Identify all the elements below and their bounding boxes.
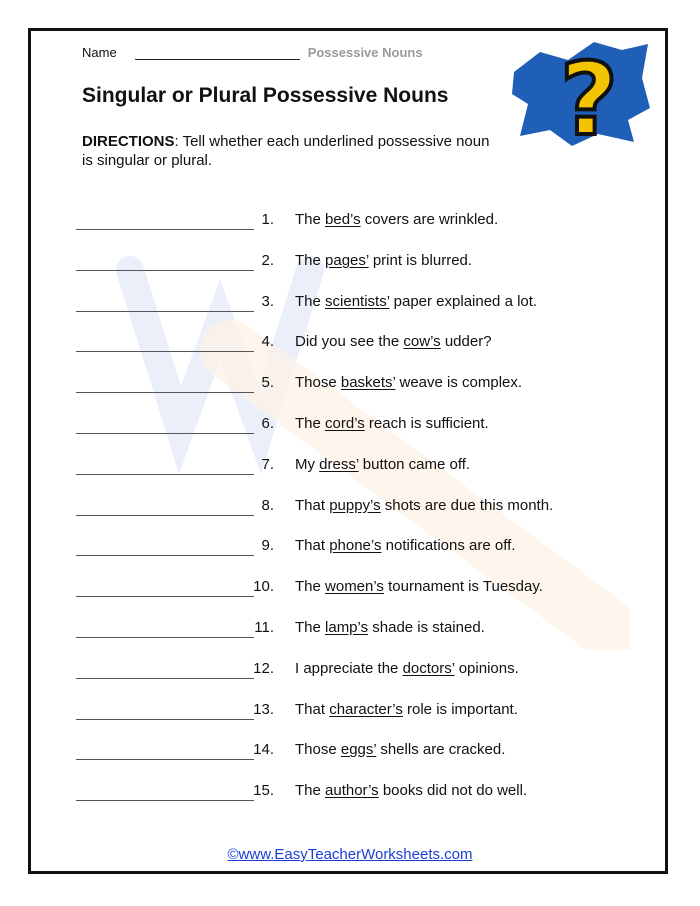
underlined-possessive-noun: baskets’ xyxy=(340,374,396,392)
sentence-end: notifications are off. xyxy=(381,537,516,555)
question-row xyxy=(0,531,700,571)
sentence-start: The xyxy=(295,578,326,596)
sentence-end: role is important. xyxy=(402,700,518,718)
directions-label: DIRECTIONS xyxy=(82,133,175,150)
sentence-start: That xyxy=(295,700,330,718)
topic-label: Possessive Nouns xyxy=(307,45,423,60)
sentence-end: opinions. xyxy=(454,659,519,677)
question-sentence xyxy=(295,333,492,350)
sentence-start: The xyxy=(295,211,326,228)
answer-blank[interactable] xyxy=(76,759,254,760)
question-row xyxy=(0,409,700,449)
question-sentence xyxy=(295,660,519,677)
answer-blank[interactable] xyxy=(76,637,254,638)
sentence-start: The xyxy=(295,251,326,269)
question-sentence xyxy=(295,374,522,391)
question-sentence xyxy=(295,741,505,758)
sentence-end: button came off. xyxy=(358,455,471,473)
question-sentence xyxy=(295,578,543,595)
answer-blank[interactable] xyxy=(76,474,254,475)
question-glyph: ? xyxy=(560,41,619,148)
sentence-end: shade is stained. xyxy=(368,619,485,636)
directions xyxy=(82,132,502,170)
underlined-possessive-noun: phone’s xyxy=(329,537,382,555)
answer-blank[interactable] xyxy=(76,229,254,230)
underlined-possessive-noun: character’s xyxy=(329,700,403,718)
sentence-end: tournament is Tuesday. xyxy=(383,578,543,596)
sentence-start: The xyxy=(295,782,326,800)
answer-blank[interactable] xyxy=(76,311,254,312)
question-number: 8. xyxy=(261,496,274,514)
answer-blank[interactable] xyxy=(76,515,254,516)
page-title: Singular or Plural Possessive Nouns xyxy=(82,84,449,107)
question-number: 9. xyxy=(261,537,274,555)
underlined-possessive-noun: cow’s xyxy=(403,333,441,351)
footer-link[interactable]: ©www.EasyTeacherWorksheets.com xyxy=(227,846,473,863)
question-number: 14. xyxy=(253,741,274,759)
underlined-possessive-noun: women’s xyxy=(325,578,384,596)
sentence-start: The xyxy=(295,415,326,432)
underlined-possessive-noun: puppy’s xyxy=(329,496,381,514)
sentence-start: The xyxy=(295,619,326,636)
question-number: 15. xyxy=(253,782,274,800)
question-number: 1. xyxy=(261,211,274,228)
underlined-possessive-noun: pages’ xyxy=(325,251,369,269)
sentence-end: covers are wrinkled. xyxy=(360,211,499,228)
underlined-possessive-noun: doctors’ xyxy=(402,659,455,677)
underlined-possessive-noun: author’s xyxy=(325,782,379,800)
answer-blank[interactable] xyxy=(76,351,254,352)
question-row xyxy=(0,572,700,612)
question-sentence xyxy=(295,782,527,799)
question-number: 2. xyxy=(261,251,274,269)
sentence-end: reach is sufficient. xyxy=(364,415,489,432)
sentence-end: shells are cracked. xyxy=(376,741,506,759)
question-number: 10. xyxy=(253,578,274,596)
directions-text: : Tell whether each underlined possessive noun is singular or plural. xyxy=(82,133,490,169)
question-sentence xyxy=(295,701,518,718)
underlined-possessive-noun: dress’ xyxy=(319,455,359,473)
question-sentence xyxy=(295,293,537,310)
question-row xyxy=(0,287,700,327)
sentence-start: My xyxy=(295,455,320,473)
sentence-start: Those xyxy=(295,374,341,392)
name-label: Name xyxy=(82,45,117,60)
question-row xyxy=(0,368,700,408)
question-number: 12. xyxy=(253,659,274,677)
sentence-start: The xyxy=(295,292,326,310)
question-sentence xyxy=(295,456,470,473)
question-number: 4. xyxy=(261,333,274,351)
sentence-end: print is blurred. xyxy=(368,251,473,269)
question-number: 7. xyxy=(261,455,274,473)
sentence-start: That xyxy=(295,537,330,555)
question-sentence xyxy=(295,252,472,269)
name-row xyxy=(82,43,423,60)
question-number: 6. xyxy=(261,415,274,432)
underlined-possessive-noun: eggs’ xyxy=(340,741,377,759)
question-sentence xyxy=(295,211,498,228)
question-number: 11. xyxy=(254,619,274,636)
question-row xyxy=(0,205,700,245)
underlined-possessive-noun: bed’s xyxy=(325,211,361,228)
question-mark-icon xyxy=(510,38,652,148)
question-row xyxy=(0,654,700,694)
question-number: 5. xyxy=(261,374,274,392)
question-sentence xyxy=(295,537,515,554)
sentence-start: Those xyxy=(295,741,341,759)
answer-blank[interactable] xyxy=(76,596,254,597)
answer-blank[interactable] xyxy=(76,270,254,271)
underlined-possessive-noun: cord’s xyxy=(325,415,365,432)
sentence-start: I appreciate the xyxy=(295,659,403,677)
question-row xyxy=(0,735,700,775)
question-row xyxy=(0,613,700,653)
question-number: 13. xyxy=(253,700,274,718)
answer-blank[interactable] xyxy=(76,719,254,720)
sentence-end: paper explained a lot. xyxy=(389,292,538,310)
sentence-end: weave is complex. xyxy=(395,374,523,392)
answer-blank[interactable] xyxy=(76,678,254,679)
sentence-start: That xyxy=(295,496,330,514)
underlined-possessive-noun: scientists’ xyxy=(325,292,390,310)
sentence-end: udder? xyxy=(440,333,492,351)
sentence-end: shots are due this month. xyxy=(380,496,554,514)
answer-blank[interactable] xyxy=(76,800,254,801)
answer-blank[interactable] xyxy=(76,433,254,434)
question-sentence xyxy=(295,415,489,432)
question-row xyxy=(0,327,700,367)
question-row xyxy=(0,695,700,735)
question-sentence xyxy=(295,619,485,636)
question-sentence xyxy=(295,497,553,514)
question-row xyxy=(0,246,700,286)
question-row xyxy=(0,491,700,531)
sentence-end: books did not do well. xyxy=(378,782,528,800)
question-number: 3. xyxy=(261,292,274,310)
question-row xyxy=(0,776,700,816)
question-row xyxy=(0,450,700,490)
answer-blank[interactable] xyxy=(76,392,254,393)
sentence-start: Did you see the xyxy=(295,333,404,351)
underlined-possessive-noun: lamp’s xyxy=(325,619,369,636)
answer-blank[interactable] xyxy=(76,555,254,556)
name-input-line[interactable] xyxy=(135,43,300,60)
